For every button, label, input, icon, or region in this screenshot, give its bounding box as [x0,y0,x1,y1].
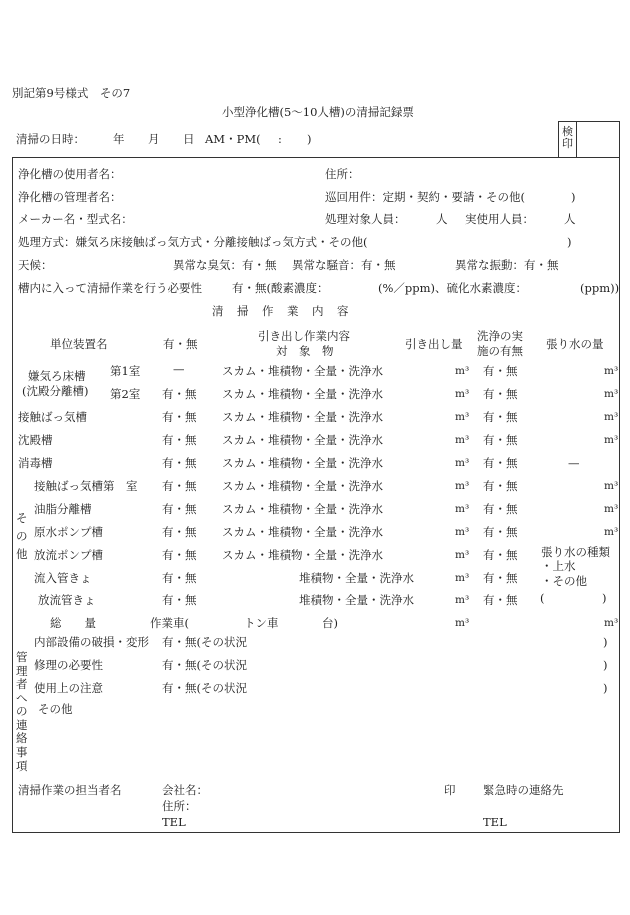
table-row-3-yn: 有・無 [162,479,197,493]
table-row-2-unit: m³ [455,457,470,469]
note-caution-choice: 有・無(その状況 [162,681,247,695]
notes-vertical-text: 管理者への連絡事項 [16,650,28,773]
target-persons: 処理対象人員： [325,212,406,226]
truck-ton: トン車 [244,616,279,630]
truck-count: 台) [322,616,338,630]
table-row-8-yn: 有・無 [162,593,197,607]
table-row-anaerobic-2-unit: m³ [455,388,470,400]
table-row-5-unit: m³ [455,526,470,538]
room1-label: 第1室 [110,364,141,378]
total-label: 総 量 [50,616,96,630]
table-row-4-unit: m³ [455,503,470,515]
method-label: 処理方式：嫌気ろ床接触ばっ気方式・分離接触ばっ気方式・その他( [18,235,368,249]
footer-address-label: 住所： [162,799,197,813]
anaerobic-name-1: 嫌気ろ床槽 [28,369,86,383]
time-colon: : [278,132,282,146]
section-title: 清 掃 作 業 内 容 [212,304,350,318]
table-row-anaerobic-1-yn: — [173,362,185,376]
notes-vertical-label [16,651,28,773]
note-repair-close: ) [603,658,608,672]
table-row-1-unit: m³ [455,434,470,446]
form-title: 小型浄化槽(5～10人槽)の清掃記録票 [222,105,414,119]
total-unit: m³ [455,617,470,629]
note-repair-label: 修理の必要性 [34,658,103,672]
time-close: ) [307,132,312,146]
room2-label: 第2室 [110,387,141,401]
table-row-1-name: 沈殿槽 [18,433,53,447]
seal-divider [576,121,577,158]
other-vertical-label [16,510,28,563]
worker-label: 清掃作業の担当者名 [18,783,122,797]
actual-users: 実使用人員： [465,212,534,226]
table-row-7-unit: m³ [455,572,470,584]
table-row-3-name: 接触ばっ気槽第 室 [34,479,138,493]
table-row-5-content: スカム・堆積物・全量・洗浄水 [222,525,383,539]
user-label: 浄化槽の使用者名： [18,167,122,181]
table-row-anaerobic-1-water: m³ [604,365,619,377]
col-water-header: 張り水の量 [546,337,604,351]
table-row-3-unit: m³ [455,480,470,492]
person-unit-1: 人 [436,212,448,226]
table-row-0-unit: m³ [455,411,470,423]
table-row-2-content: スカム・堆積物・全量・洗浄水 [222,456,383,470]
table-row-4-content: スカム・堆積物・全量・洗浄水 [222,502,383,516]
table-row-anaerobic-2-yn: 有・無 [162,387,197,401]
col-yesno-header: 有・無 [163,337,198,351]
anaerobic-name-2: (沈殿分離槽) [22,384,89,398]
table-row-anaerobic-2-content: スカム・堆積物・全量・洗浄水 [222,387,383,401]
note-caution-label: 使用上の注意 [34,681,103,695]
table-row-2-wash: 有・無 [483,456,518,470]
vibration-check: 異常な振動：有・無 [455,258,559,272]
col-unit-header: 単位装置名 [50,337,108,351]
day-label: 日 [183,132,195,146]
table-row-4-yn: 有・無 [162,502,197,516]
table-row-0-content: スカム・堆積物・全量・洗浄水 [222,410,383,424]
table-row-0-wash: 有・無 [483,410,518,424]
table-row-6-content: スカム・堆積物・全量・洗浄水 [222,548,383,562]
table-row-1-wash: 有・無 [483,433,518,447]
col-amount-header: 引き出し量 [405,337,463,351]
table-row-anaerobic-1-content: スカム・堆積物・全量・洗浄水 [222,364,383,378]
inspection-seal-label: 検印 [562,125,573,151]
table-row-2-water: — [568,456,580,470]
entry-choice: 有・無(酸素濃度： [232,281,329,295]
table-row-5-name: 原水ポンプ槽 [34,525,103,539]
truck-label: 作業車( [150,616,189,630]
table-row-6-yn: 有・無 [162,548,197,562]
company-label: 会社名： [162,783,208,797]
table-row-7-content: 堆積物・全量・洗浄水 [299,571,414,585]
ppm-close: (ppm)) [580,281,620,295]
col-wash-header-1: 洗浄の実 [477,329,523,343]
table-row-3-water: m³ [604,480,619,492]
footer-tel-label: TEL [162,815,186,829]
note-damage-label: 内部設備の破損・変形 [34,635,149,649]
table-row-anaerobic-2-wash: 有・無 [483,387,518,401]
water-type-paren: ( ) [540,591,607,605]
table-row-1-yn: 有・無 [162,433,197,447]
table-row-6-unit: m³ [455,549,470,561]
water-type-label: 張り水の種類 [541,545,610,559]
table-row-3-content: スカム・堆積物・全量・洗浄水 [222,479,383,493]
address-label: 住所： [325,167,360,181]
weather-label: 天候： [18,258,53,272]
note-damage-close: ) [603,635,608,649]
manager-label: 浄化槽の管理者名： [18,190,122,204]
water-type-tap: ・上水 [541,559,576,573]
month-label: 月 [148,132,160,146]
table-row-7-wash: 有・無 [483,571,518,585]
table-row-8-name: 放流管きょ [38,593,96,607]
total-unit-2: m³ [604,617,619,629]
year-label: 年 [113,132,125,146]
visit-reason: 巡回用件：定期・契約・要請・その他( ) [325,190,576,204]
table-row-7-yn: 有・無 [162,571,197,585]
datetime-label: 清掃の日時： [16,132,85,146]
col-content-header-1: 引き出し作業内容 [258,329,350,343]
table-row-1-content: スカム・堆積物・全量・洗浄水 [222,433,383,447]
person-unit-2: 人 [564,212,576,226]
table-row-anaerobic-1-unit: m³ [455,365,470,377]
other-vertical-text: その他 [16,511,28,561]
seal-mark: 印 [444,783,456,797]
col-wash-header-2: 施の有無 [477,344,523,358]
maker-label: メーカー名・型式名： [18,212,133,226]
table-row-5-yn: 有・無 [162,525,197,539]
concentration-unit: (%／ppm)、硫化水素濃度： [378,281,528,295]
table-row-3-wash: 有・無 [483,479,518,493]
ampm-label: AM・PM( [205,132,261,146]
table-row-8-unit: m³ [455,594,470,606]
table-row-0-yn: 有・無 [162,410,197,424]
table-row-4-name: 油脂分離槽 [34,502,92,516]
odor-check: 異常な臭気：有・無 [173,258,277,272]
water-type-other: ・その他 [541,574,587,588]
table-row-anaerobic-1-wash: 有・無 [483,364,518,378]
table-row-4-wash: 有・無 [483,502,518,516]
table-row-anaerobic-2-water: m³ [604,388,619,400]
note-other-label: その他 [38,702,73,716]
entry-need-label: 槽内に入って清掃作業を行う必要性 [18,281,202,295]
table-row-5-water: m³ [604,526,619,538]
note-caution-close: ) [603,681,608,695]
table-row-1-water: m³ [604,434,619,446]
table-row-0-name: 接触ばっ気槽 [18,410,87,424]
table-row-6-wash: 有・無 [483,548,518,562]
col-content-header-2: 対 象 物 [276,344,334,358]
note-damage-choice: 有・無(その状況 [162,635,247,649]
table-row-2-name: 消毒槽 [18,456,53,470]
table-row-8-wash: 有・無 [483,593,518,607]
noise-check: 異常な騒音：有・無 [292,258,396,272]
note-repair-choice: 有・無(その状況 [162,658,247,672]
table-row-5-wash: 有・無 [483,525,518,539]
method-close: ) [567,235,572,249]
table-row-4-water: m³ [604,503,619,515]
table-row-6-name: 放流ポンプ槽 [34,548,103,562]
form-number: 別記第9号様式 その7 [12,86,131,100]
emergency-tel-label: TEL [483,815,507,829]
table-row-2-yn: 有・無 [162,456,197,470]
table-row-8-content: 堆積物・全量・洗浄水 [299,593,414,607]
table-row-7-name: 流入管きょ [34,571,92,585]
emergency-contact-label: 緊急時の連絡先 [483,783,564,797]
table-row-0-water: m³ [604,411,619,423]
